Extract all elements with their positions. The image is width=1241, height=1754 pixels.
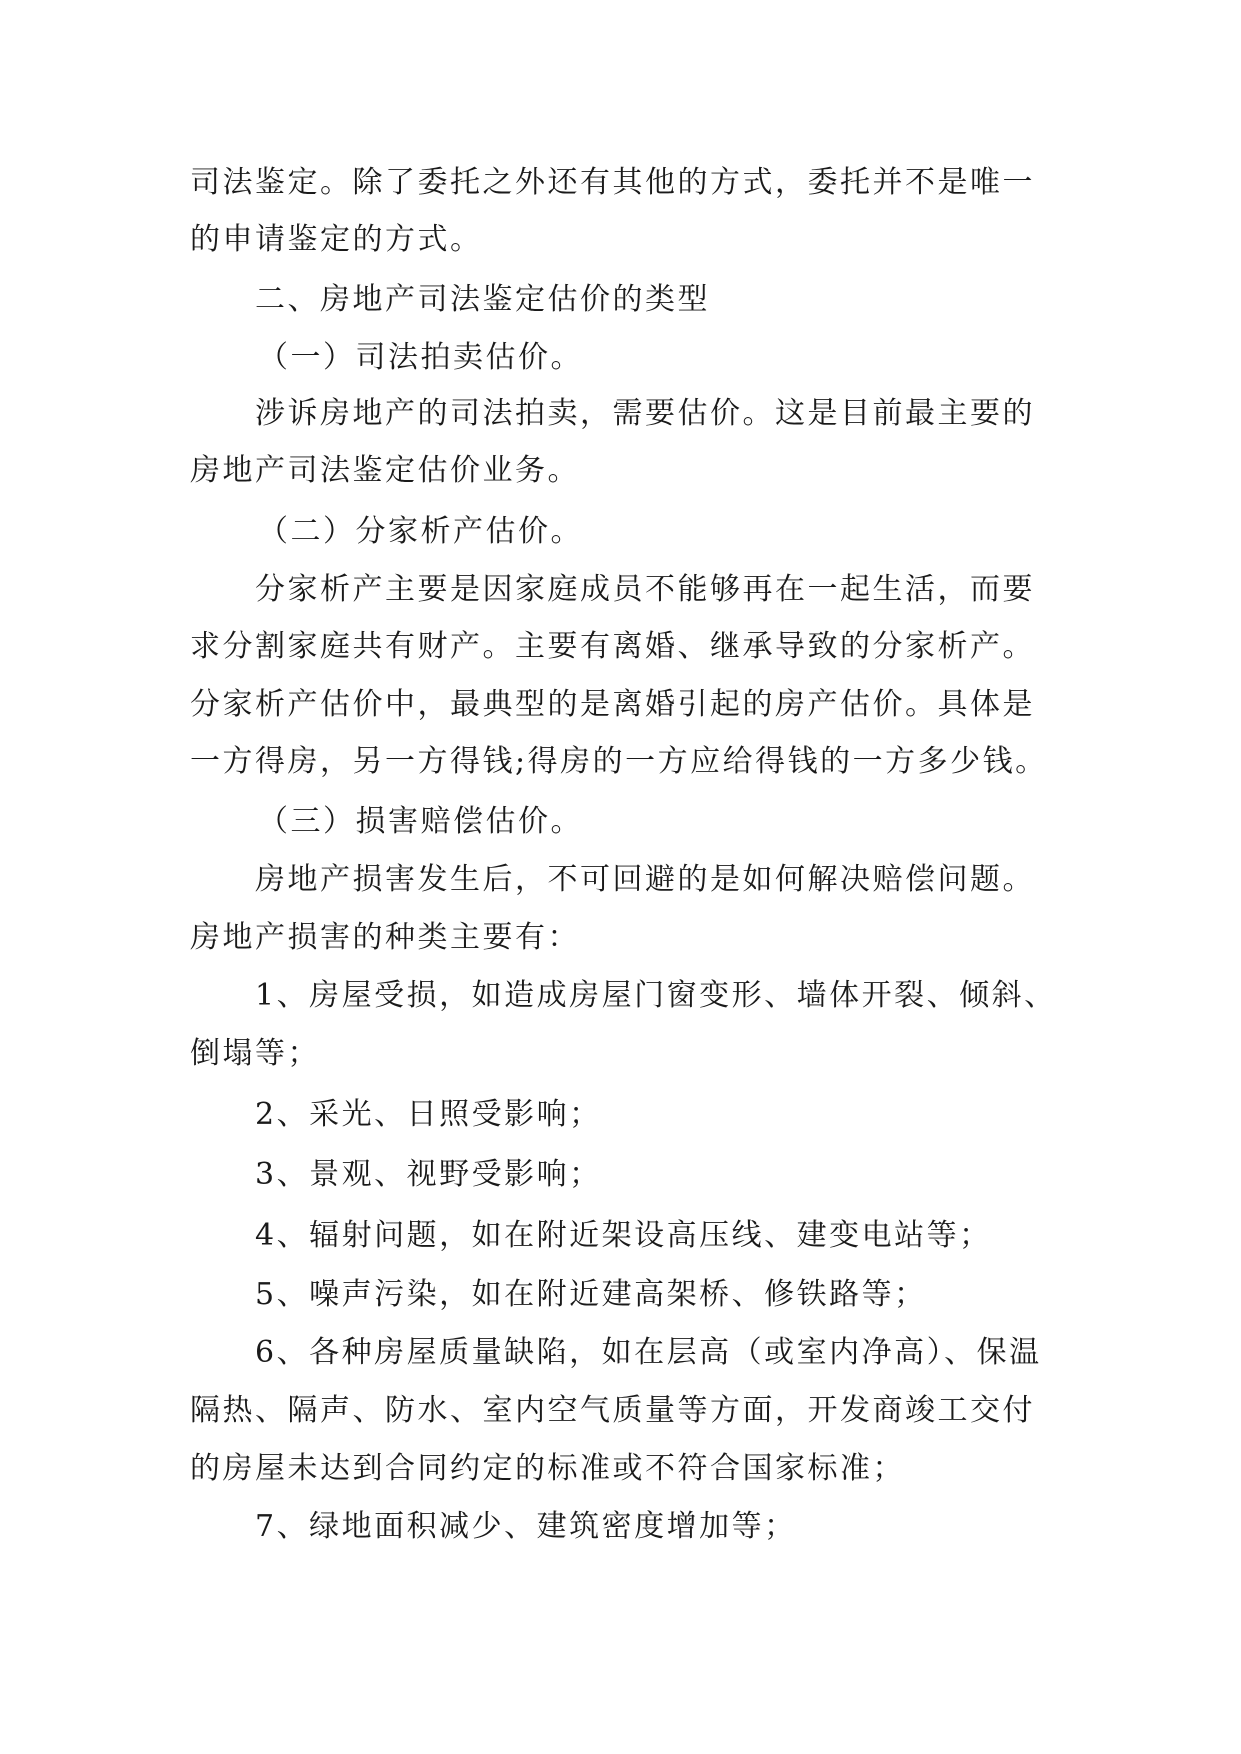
- subsection-heading: （三）损害赔偿估价。: [258, 804, 583, 839]
- list-item-line: 隔热、隔声、防水、室内空气质量等方面，开发商竣工交付: [190, 1393, 1035, 1428]
- paragraph-line: 分家析产估价中，最典型的是离婚引起的房产估价。具体是: [190, 687, 1035, 722]
- paragraph-line: 求分割家庭共有财产。主要有离婚、继承导致的分家析产。: [190, 629, 1035, 664]
- list-item-line: 3、景观、视野受影响；: [255, 1157, 602, 1192]
- list-item-line: 1、房屋受损，如造成房屋门窗变形、墙体开裂、倾斜、: [255, 978, 1057, 1013]
- paragraph-line: 房地产损害的种类主要有：: [190, 920, 580, 955]
- section-heading: 二、房地产司法鉴定估价的类型: [255, 282, 710, 317]
- list-item-line: 7、绿地面积减少、建筑密度增加等；: [255, 1509, 797, 1544]
- paragraph-continuation-line: 的申请鉴定的方式。: [190, 222, 483, 257]
- paragraph-line: 房地产司法鉴定估价业务。: [190, 453, 580, 488]
- paragraph-line: 一方得房，另一方得钱;得房的一方应给得钱的一方多少钱。: [190, 744, 1048, 779]
- list-item-line: 的房屋未达到合同约定的标准或不符合国家标准；: [190, 1451, 905, 1486]
- list-item-line: 4、辐射问题，如在附近架设高压线、建变电站等；: [255, 1218, 992, 1253]
- list-item-line: 6、各种房屋质量缺陷，如在层高（或室内净高）、保温: [255, 1335, 1042, 1370]
- paragraph-continuation-line: 司法鉴定。除了委托之外还有其他的方式，委托并不是唯一: [190, 165, 1035, 200]
- paragraph-line: 房地产损害发生后，不可回避的是如何解决赔偿问题。: [255, 862, 1035, 897]
- list-item-line: 2、采光、日照受影响；: [255, 1097, 602, 1132]
- list-item-line: 5、噪声污染，如在附近建高架桥、修铁路等；: [255, 1277, 927, 1312]
- paragraph-line: 涉诉房地产的司法拍卖，需要估价。这是目前最主要的: [255, 396, 1035, 431]
- paragraph-line: 分家析产主要是因家庭成员不能够再在一起生活，而要: [255, 572, 1035, 607]
- subsection-heading: （二）分家析产估价。: [258, 514, 583, 549]
- list-item-line: 倒塌等；: [190, 1036, 320, 1071]
- subsection-heading: （一）司法拍卖估价。: [258, 340, 583, 375]
